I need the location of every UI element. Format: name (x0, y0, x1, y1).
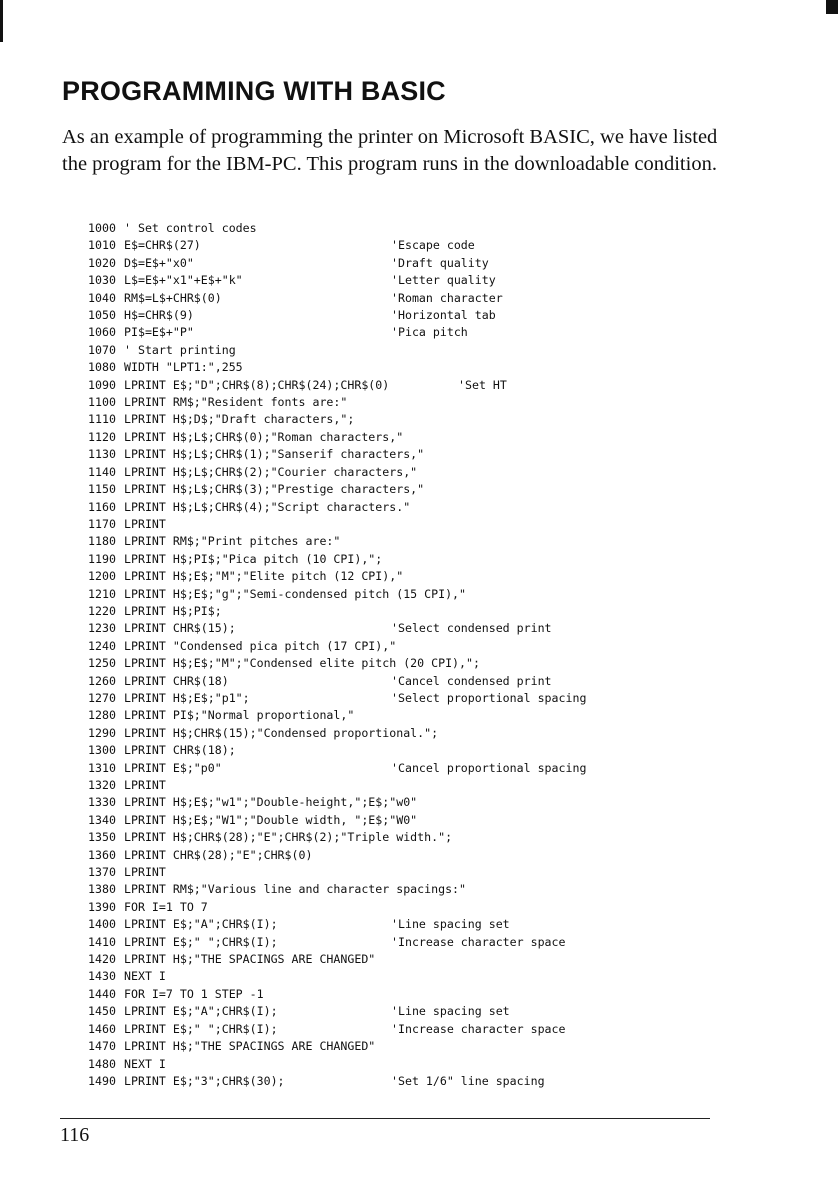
code-statement: LPRINT H$;"THE SPACINGS ARE CHANGED" (124, 1039, 376, 1054)
code-statement: LPRINT H$;E$;"w1";"Double-height,";E$;"w0" (124, 795, 418, 810)
footer-rule (60, 1118, 710, 1119)
code-statement: LPRINT CHR$(15); (124, 621, 236, 636)
code-statement: LPRINT H$;CHR$(28);"E";CHR$(2);"Triple width."; (124, 830, 453, 845)
line-number: 1170 (88, 516, 116, 531)
line-number: 1300 (88, 743, 116, 758)
line-number: 1380 (88, 882, 116, 897)
line-number: 1120 (88, 429, 116, 444)
code-statement: FOR I=7 TO 1 STEP -1 (124, 986, 264, 1001)
code-comment: 'Roman character (391, 290, 503, 305)
line-number: 1490 (88, 1073, 116, 1088)
code-comment: 'Horizontal tab (391, 308, 496, 323)
code-comment: 'Increase character space (391, 1021, 566, 1036)
line-number: 1180 (88, 534, 116, 549)
code-statement: PI$=E$+"P" (124, 325, 194, 340)
code-statement: ' Start printing (124, 342, 236, 357)
code-statement: LPRINT H$;E$;"M";"Condensed elite pitch (20 CPI),"; (124, 656, 480, 671)
code-statement: E$=CHR$(27) (124, 238, 201, 253)
code-statement: LPRINT PI$;"Normal proportional," (124, 708, 355, 723)
line-number: 1060 (88, 325, 116, 340)
line-number: 1090 (88, 377, 116, 392)
code-comment: 'Escape code (391, 238, 475, 253)
code-statement: FOR I=1 TO 7 (124, 899, 208, 914)
code-statement: LPRINT E$;"D";CHR$(8);CHR$(24);CHR$(0) (124, 377, 390, 392)
code-statement: LPRINT H$;L$;CHR$(3);"Prestige characters," (124, 482, 425, 497)
code-statement: LPRINT H$;D$;"Draft characters,"; (124, 412, 355, 427)
line-number: 1010 (88, 238, 116, 253)
code-statement: H$=CHR$(9) (124, 308, 194, 323)
page-edge-mark-left (0, 0, 3, 42)
code-statement: LPRINT RM$;"Various line and character spacings:" (124, 882, 467, 897)
code-statement: LPRINT H$;CHR$(15);"Condensed proportional."; (124, 725, 439, 740)
code-comment: 'Cancel condensed print (391, 673, 552, 688)
line-number: 1220 (88, 603, 116, 618)
code-comment: 'Select condensed print (391, 621, 552, 636)
line-number: 1260 (88, 673, 116, 688)
code-comment: 'Pica pitch (391, 325, 468, 340)
code-statement: D$=E$+"x0" (124, 255, 194, 270)
line-number: 1440 (88, 986, 116, 1001)
code-comment: 'Set 1/6" line spacing (391, 1073, 545, 1088)
line-number: 1130 (88, 447, 116, 462)
line-number: 1000 (88, 221, 116, 235)
line-number: 1070 (88, 342, 116, 357)
line-number: 1410 (88, 934, 116, 949)
code-statement: LPRINT H$;PI$; (124, 603, 222, 618)
line-number: 1030 (88, 273, 116, 288)
line-number: 1250 (88, 656, 116, 671)
code-statement: LPRINT "Condensed pica pitch (17 CPI)," (124, 638, 397, 653)
line-number: 1450 (88, 1004, 116, 1019)
code-comment: 'Line spacing set (391, 917, 510, 932)
section-heading: PROGRAMMING WITH BASIC (62, 76, 446, 106)
code-statement: LPRINT E$;"A";CHR$(I); (124, 917, 278, 932)
page-edge-mark-right (826, 0, 838, 14)
line-number: 1330 (88, 795, 116, 810)
code-statement: NEXT I (124, 969, 166, 984)
code-statement: LPRINT H$;L$;CHR$(4);"Script characters." (124, 499, 411, 514)
code-statement: LPRINT E$;" ";CHR$(I); (124, 1021, 278, 1036)
line-number: 1390 (88, 899, 116, 914)
line-number: 1320 (88, 778, 116, 792)
line-number: 1470 (88, 1039, 116, 1054)
line-number: 1480 (88, 1056, 116, 1071)
code-comment: 'Cancel proportional spacing (391, 760, 587, 775)
line-number: 1350 (88, 830, 116, 845)
code-statement: LPRINT H$;PI$;"Pica pitch (10 CPI),"; (124, 551, 383, 566)
code-comment: 'Letter quality (391, 273, 496, 288)
line-number: 1140 (88, 464, 116, 479)
code-comment: 'Increase character space (391, 934, 566, 949)
line-number: 1310 (88, 760, 116, 775)
line-number: 1400 (88, 917, 116, 932)
code-statement: LPRINT H$;L$;CHR$(1);"Sanserif characters," (124, 447, 425, 462)
line-number: 1370 (88, 865, 116, 880)
line-number: 1210 (88, 586, 116, 601)
line-number: 1290 (88, 725, 116, 740)
code-statement: LPRINT H$;E$;"M";"Elite pitch (12 CPI)," (124, 569, 404, 584)
line-number: 1230 (88, 621, 116, 636)
intro-paragraph: As an example of programming the printer on Microsoft BASIC, we have listed the program for the IBM-PC. This program runs in the downloadable condition. (62, 126, 718, 175)
code-statement: NEXT I (124, 1056, 166, 1071)
code-statement: RM$=L$+CHR$(0) (124, 290, 222, 305)
code-comment: 'Line spacing set (391, 1004, 510, 1019)
code-comment: 'Set HT (458, 377, 507, 392)
line-number: 1040 (88, 290, 116, 305)
line-number: 1080 (88, 360, 116, 375)
code-statement: LPRINT (124, 778, 166, 792)
line-number: 1190 (88, 551, 116, 566)
code-statement: LPRINT CHR$(18); (124, 743, 236, 758)
line-number: 1360 (88, 847, 116, 862)
code-statement: LPRINT E$;"p0" (124, 760, 222, 775)
code-statement: LPRINT E$;"A";CHR$(I); (124, 1004, 278, 1019)
line-number: 1020 (88, 255, 116, 270)
line-number: 1280 (88, 708, 116, 723)
code-statement: LPRINT (124, 865, 166, 880)
code-statement: LPRINT CHR$(18) (124, 673, 229, 688)
code-statement: LPRINT CHR$(28);"E";CHR$(0) (124, 847, 313, 862)
code-statement: LPRINT H$;"THE SPACINGS ARE CHANGED" (124, 952, 376, 967)
page-number: 116 (60, 1124, 90, 1146)
line-number: 1050 (88, 308, 116, 323)
code-statement: LPRINT RM$;"Resident fonts are:" (124, 395, 348, 410)
line-number: 1270 (88, 690, 116, 705)
line-number: 1150 (88, 482, 116, 497)
code-statement: LPRINT RM$;"Print pitches are:" (124, 534, 341, 549)
code-comment: 'Select proportional spacing (391, 690, 587, 705)
code-statement: LPRINT H$;E$;"p1"; (124, 690, 250, 705)
line-number: 1460 (88, 1021, 116, 1036)
code-comment: 'Draft quality (391, 255, 489, 270)
code-statement: L$=E$+"x1"+E$+"k" (124, 273, 243, 288)
code-statement: ' Set control codes (124, 221, 257, 235)
code-statement: LPRINT H$;L$;CHR$(2);"Courier characters," (124, 464, 418, 479)
line-number: 1110 (88, 412, 116, 427)
line-number: 1100 (88, 395, 116, 410)
code-statement: LPRINT E$;" ";CHR$(I); (124, 934, 278, 949)
code-statement: LPRINT H$;E$;"W1";"Double width, ";E$;"W0" (124, 812, 418, 827)
code-statement: LPRINT E$;"3";CHR$(30); (124, 1073, 285, 1088)
code-statement: LPRINT H$;E$;"g";"Semi-condensed pitch (15 CPI)," (124, 586, 467, 601)
line-number: 1160 (88, 499, 116, 514)
code-statement: WIDTH "LPT1:",255 (124, 360, 243, 375)
code-statement: LPRINT (124, 516, 166, 531)
line-number: 1240 (88, 638, 116, 653)
code-statement: LPRINT H$;L$;CHR$(0);"Roman characters," (124, 429, 404, 444)
line-number: 1200 (88, 569, 116, 584)
line-number: 1340 (88, 812, 116, 827)
line-number: 1430 (88, 969, 116, 984)
line-number: 1420 (88, 952, 116, 967)
